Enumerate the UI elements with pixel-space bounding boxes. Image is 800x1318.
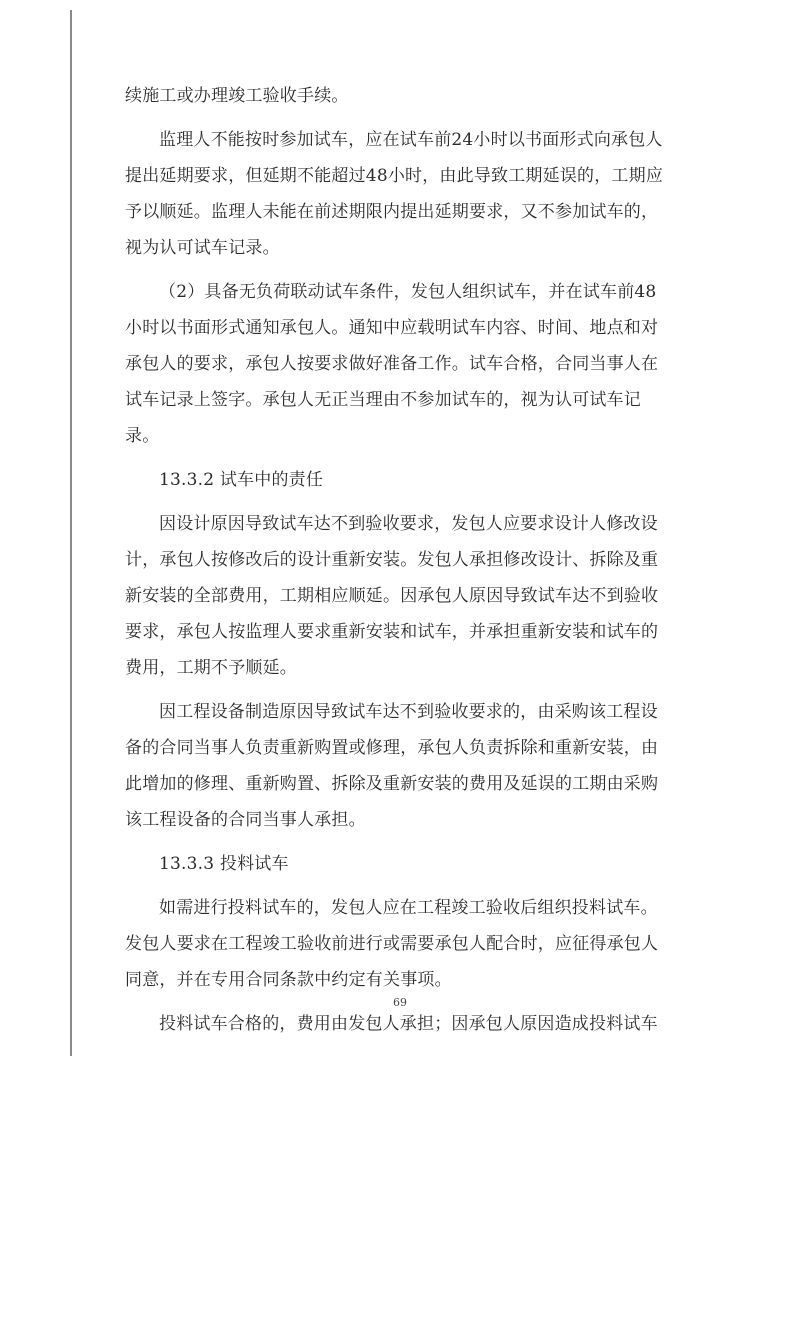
paragraph-gap [125, 114, 700, 122]
paragraph-gap [125, 498, 700, 506]
text-line: 发包人要求在工程竣工验收前进行或需要承包人配合时，应征得承包人 [125, 934, 659, 954]
page-number: 69 [393, 996, 407, 1009]
paragraph-gap [125, 686, 700, 694]
text-line: 如需进行投料试车的，发包人应在工程竣工验收后组织投料试车。 [159, 898, 658, 918]
text-line: 投料试车合格的，费用由发包人承担；因承包人原因造成投料试车 [159, 1014, 658, 1034]
text-line: 13.3.2 试车中的责任 [159, 470, 324, 490]
document-body [125, 78, 700, 1042]
binding-line [70, 10, 72, 1056]
text-line: 因设计原因导致试车达不到验收要求，发包人应要求设计人修改设 [159, 514, 658, 534]
text-line: 视为认可试车记录。 [125, 238, 280, 258]
text-line: 因工程设备制造原因导致试车达不到验收要求的，由采购该工程设 [159, 702, 658, 722]
text-line: 录。 [125, 426, 160, 446]
text-line: 新安装的全部费用，工期相应顺延。因承包人原因导致试车达不到验收 [125, 586, 659, 606]
text-line: 计，承包人按修改后的设计重新安装。发包人承担修改设计、拆除及重 [125, 550, 659, 570]
text-line: 该工程设备的合同当事人承担。 [125, 810, 366, 830]
text-line: 费用，工期不予顺延。 [125, 658, 297, 678]
text-line: 13.3.3 投料试车 [159, 854, 289, 874]
text-line: 此增加的修理、重新购置、拆除及重新安装的费用及延误的工期由采购 [125, 774, 659, 794]
paragraph-gap [125, 838, 700, 846]
text-line: 小时以书面形式通知承包人。通知中应载明试车内容、时间、地点和对 [125, 318, 659, 338]
text-line: 承包人的要求，承包人按要求做好准备工作。试车合格，合同当事人在 [125, 354, 659, 374]
text-line: 予以顺延。监理人未能在前述期限内提出延期要求，又不参加试车的， [125, 202, 659, 222]
text-line: 试车记录上签字。承包人无正当理由不参加试车的，视为认可试车记 [125, 390, 641, 410]
paragraph-gap [125, 882, 700, 890]
text-line: 要求，承包人按监理人要求重新安装和试车，并承担重新安装和试车的 [125, 622, 659, 642]
text-line: 提出延期要求，但延期不能超过48小时，由此导致工期延误的，工期应 [125, 166, 664, 186]
paragraph-gap [125, 266, 700, 274]
text-line: 监理人不能按时参加试车，应在试车前24小时以书面形式向承包人 [159, 130, 663, 150]
paragraph-gap [125, 454, 700, 462]
text-line: 备的合同当事人负责重新购置或修理，承包人负责拆除和重新安装，由 [125, 738, 659, 758]
text-line: 续施工或办理竣工验收手续。 [125, 86, 349, 106]
text-line: （2）具备无负荷联动试车条件，发包人组织试车，并在试车前48 [159, 282, 657, 302]
text-line: 同意，并在专用合同条款中约定有关事项。 [125, 970, 452, 990]
